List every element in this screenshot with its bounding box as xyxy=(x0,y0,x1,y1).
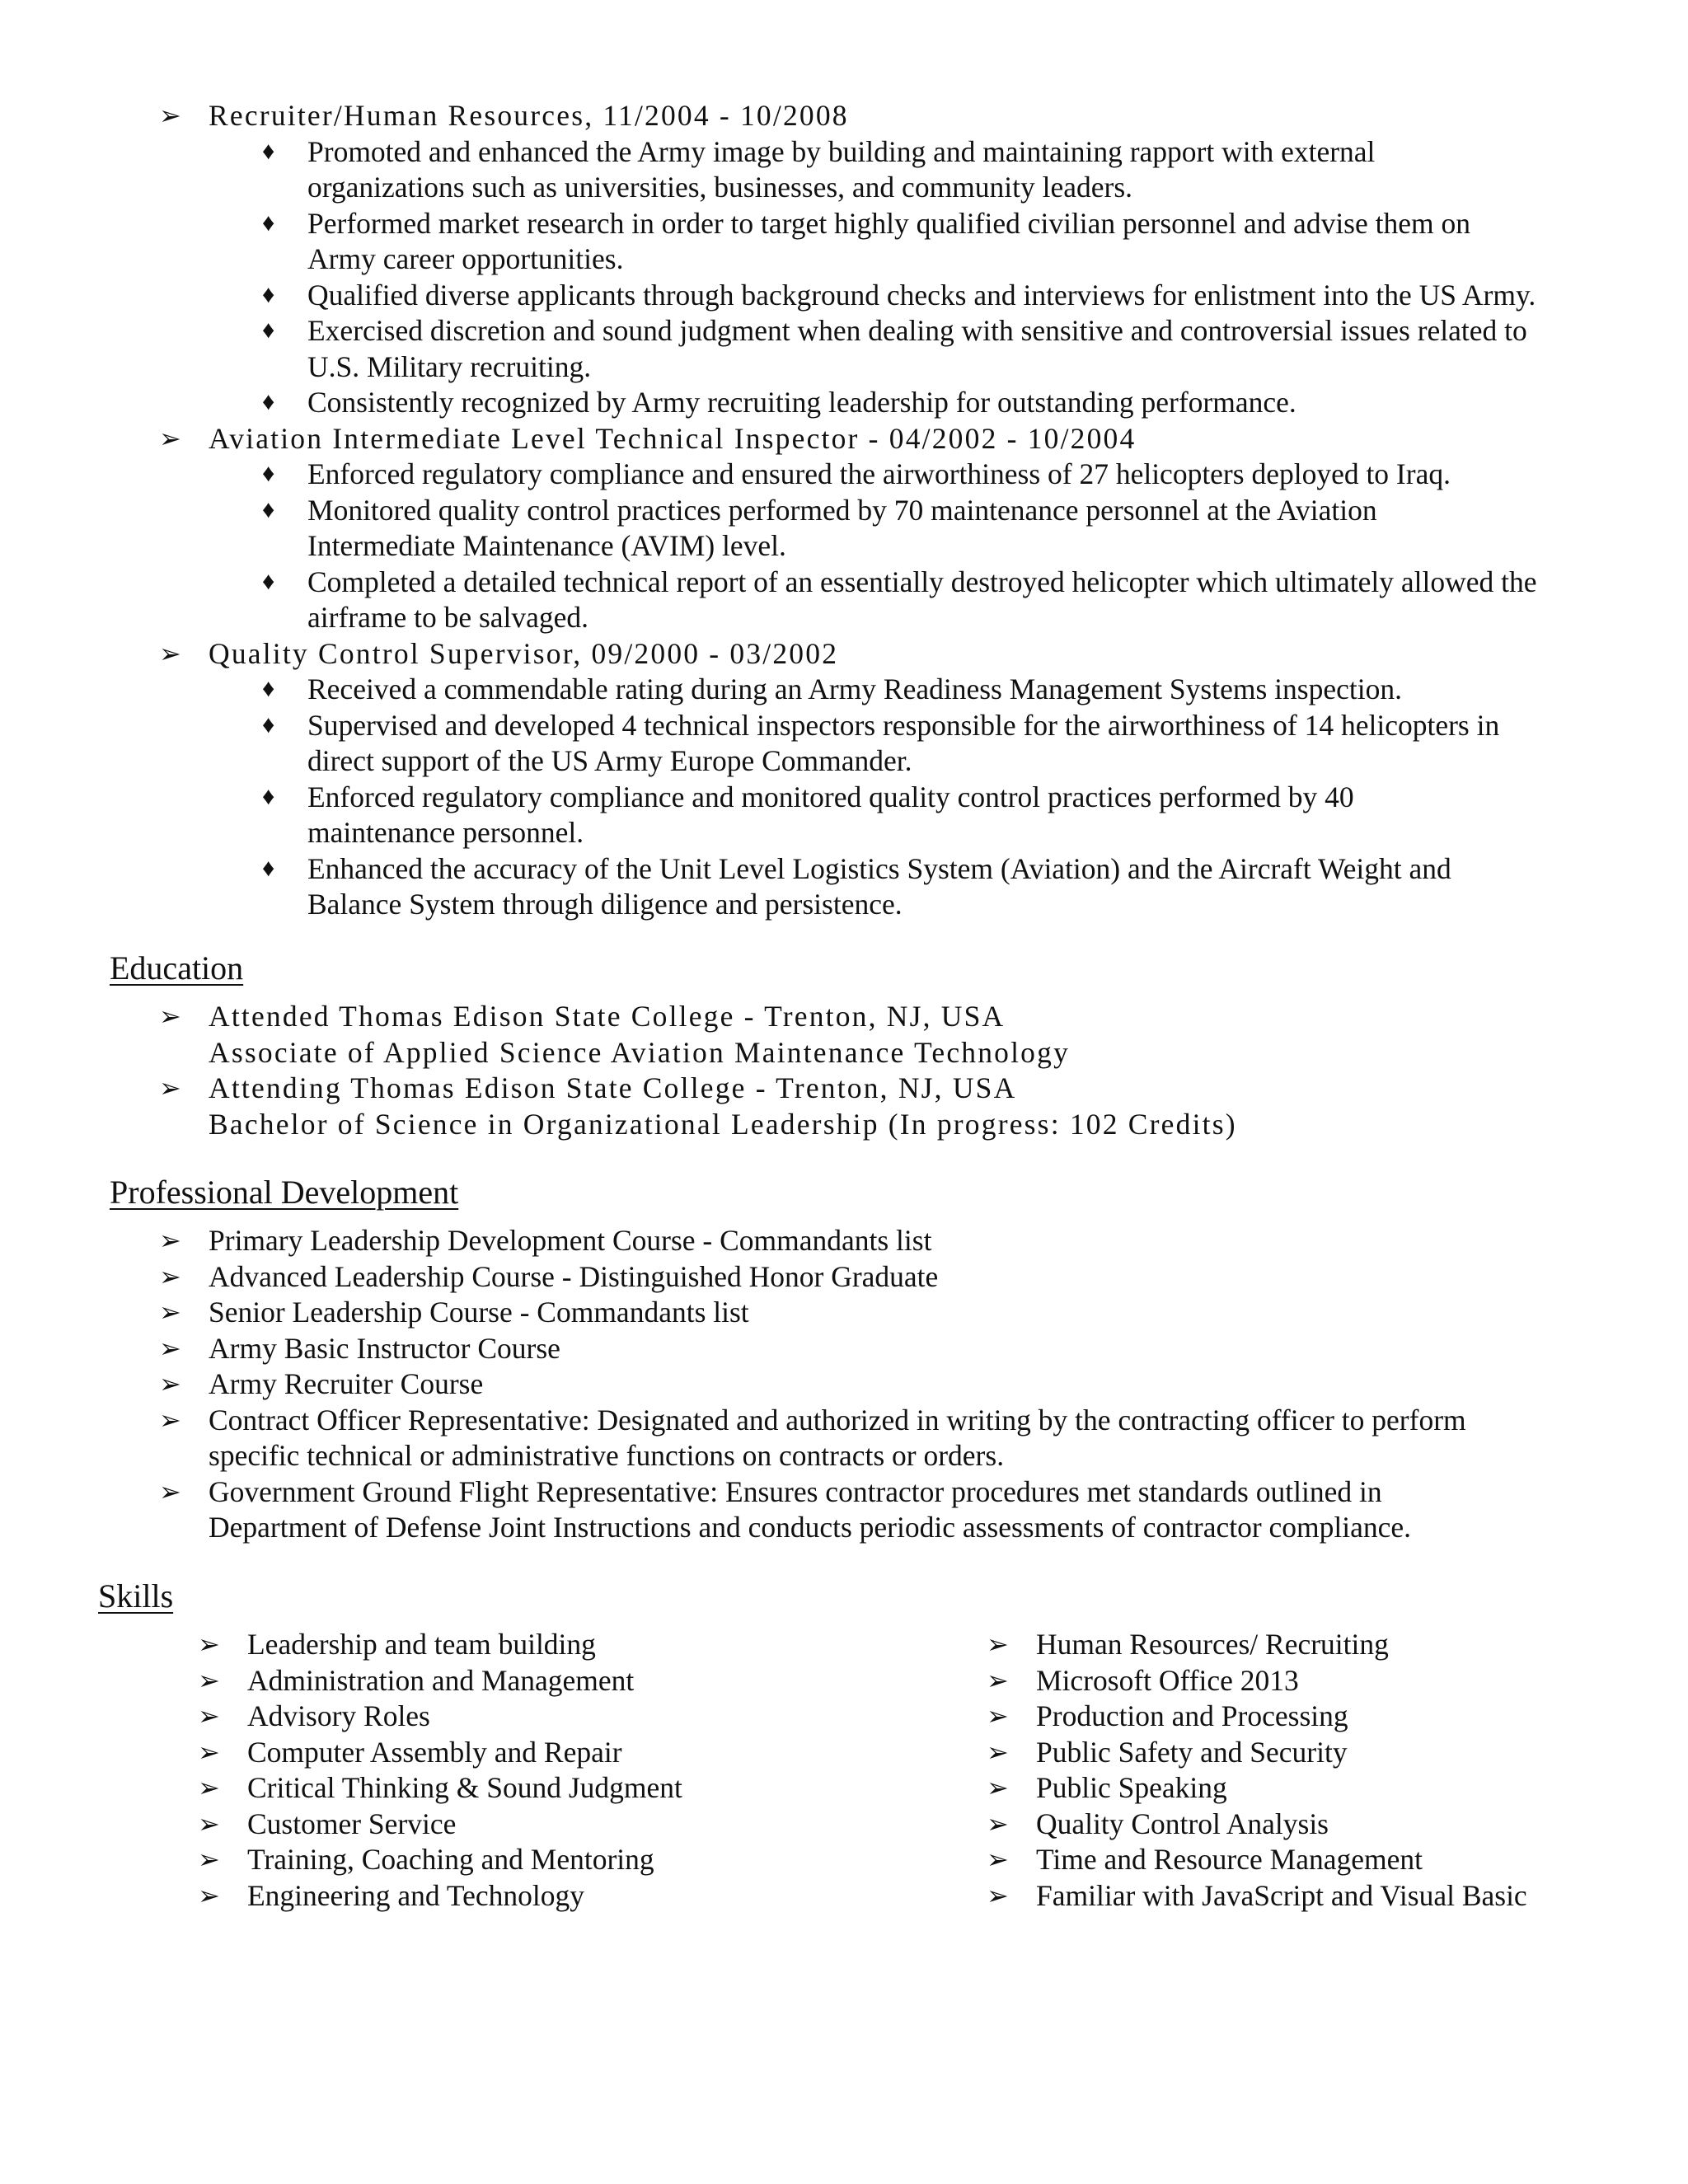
job-bullet xyxy=(0,241,1688,278)
arrow-bullet-icon: ➢ xyxy=(159,1404,181,1435)
arrow-bullet-icon: ➢ xyxy=(198,1808,220,1839)
arrow-bullet-icon: ➢ xyxy=(987,1736,1009,1767)
job-title-text: Recruiter/Human Resources, 11/2004 - 10/2008 xyxy=(209,99,849,132)
diamond-bullet-icon: ♦ xyxy=(262,675,275,702)
arrow-bullet-icon: ➢ xyxy=(159,1369,181,1399)
skill-item xyxy=(987,1807,1527,1843)
course-item xyxy=(0,1403,1688,1439)
arrow-bullet-icon: ➢ xyxy=(159,101,181,130)
job-bullet xyxy=(0,313,1688,349)
skills-right-column xyxy=(987,1627,1527,1914)
education-item-detail xyxy=(0,1035,1688,1071)
job-bullet xyxy=(0,528,1688,565)
diamond-bullet-icon: ♦ xyxy=(262,316,275,344)
education-item-text: Attended Thomas Edison State College - Trenton, NJ, USA xyxy=(209,1000,1006,1033)
skill-item-text: Training, Coaching and Mentoring xyxy=(247,1843,654,1876)
skill-item-text: Critical Thinking & Sound Judgment xyxy=(247,1771,682,1804)
diamond-bullet-icon: ♦ xyxy=(262,567,275,595)
skills-left-column xyxy=(198,1627,682,1914)
job-bullet-text: Promoted and enhanced the Army image by building and maintaining rapport with external xyxy=(307,134,1376,168)
course-item-text: Contract Officer Representative: Designated and authorized in writing by the contracting officer to perform xyxy=(209,1403,1466,1436)
job-title xyxy=(0,636,1688,673)
skill-item-text: Human Resources/ Recruiting xyxy=(1036,1628,1389,1661)
education-item xyxy=(0,1071,1688,1107)
skill-item xyxy=(198,1627,682,1663)
job-bullet xyxy=(0,743,1688,780)
job-bullet xyxy=(0,851,1688,888)
job-bullet-text: U.S. Military recruiting. xyxy=(307,349,592,383)
skill-item xyxy=(198,1842,682,1878)
skill-item xyxy=(987,1770,1527,1807)
skill-item-text: Time and Resource Management xyxy=(1036,1843,1423,1876)
job-bullet xyxy=(0,780,1688,816)
arrow-bullet-icon: ➢ xyxy=(987,1808,1009,1839)
arrow-bullet-icon: ➢ xyxy=(198,1629,220,1659)
course-item-text: Government Ground Flight Representative: Ensures contractor procedures met standards outlined in xyxy=(209,1474,1382,1508)
diamond-bullet-icon: ♦ xyxy=(262,137,275,165)
job-title xyxy=(0,421,1688,457)
skill-item-text: Production and Processing xyxy=(1036,1699,1348,1732)
job-bullet-text: Army career opportunities. xyxy=(307,242,624,275)
diamond-bullet-icon: ♦ xyxy=(262,854,275,882)
skill-item-text: Administration and Management xyxy=(247,1663,635,1697)
job-bullet xyxy=(0,349,1688,386)
job-bullet xyxy=(0,565,1688,601)
education-item-text: Attending Thomas Edison State College - Trenton, NJ, USA xyxy=(209,1071,1017,1104)
job-bullet xyxy=(0,887,1688,923)
arrow-bullet-icon: ➢ xyxy=(159,1297,181,1327)
job-bullet-text: Supervised and developed 4 technical inspectors responsible for the airworthiness of 14 helicopters in xyxy=(307,708,1500,742)
skill-item xyxy=(198,1663,682,1699)
course-item-text: Army Recruiter Course xyxy=(209,1367,484,1400)
job-bullet xyxy=(0,457,1688,493)
skill-item-text: Engineering and Technology xyxy=(247,1878,584,1912)
arrow-bullet-icon: ➢ xyxy=(198,1665,220,1695)
course-item xyxy=(0,1474,1688,1511)
job-bullet-text: Intermediate Maintenance (AVIM) level. xyxy=(307,529,786,562)
arrow-bullet-icon: ➢ xyxy=(159,1226,181,1255)
skill-item xyxy=(987,1735,1527,1771)
skill-item xyxy=(987,1842,1527,1878)
job-bullet-text: Enforced regulatory compliance and monitored quality control practices performed by 40 xyxy=(307,780,1354,813)
skill-item xyxy=(198,1770,682,1807)
arrow-bullet-icon: ➢ xyxy=(987,1629,1009,1659)
course-item xyxy=(0,1331,1688,1367)
skill-item-text: Public Safety and Security xyxy=(1036,1735,1348,1769)
job-bullet-text: Balance System through diligence and persistence. xyxy=(307,888,903,921)
professional-development-heading: Professional Development xyxy=(110,1174,459,1211)
course-item-text: Army Basic Instructor Course xyxy=(209,1331,560,1365)
skill-item-text: Familiar with JavaScript and Visual Basic xyxy=(1036,1878,1527,1912)
arrow-bullet-icon: ➢ xyxy=(159,1001,181,1031)
skill-item-text: Leadership and team building xyxy=(247,1628,596,1661)
job-bullet xyxy=(0,134,1688,171)
job-bullet xyxy=(0,493,1688,529)
arrow-bullet-icon: ➢ xyxy=(987,1880,1009,1910)
job-bullet xyxy=(0,672,1688,708)
skill-item xyxy=(198,1699,682,1735)
arrow-bullet-icon: ➢ xyxy=(987,1665,1009,1695)
skill-item xyxy=(198,1807,682,1843)
job-bullet-text: Exercised discretion and sound judgment when dealing with sensitive and controversial issues related to xyxy=(307,314,1527,347)
education-item-detail xyxy=(0,1107,1688,1143)
skill-item xyxy=(987,1663,1527,1699)
arrow-bullet-icon: ➢ xyxy=(198,1736,220,1767)
arrow-bullet-icon: ➢ xyxy=(198,1844,220,1874)
course-item-text: Primary Leadership Development Course - Commandants list xyxy=(209,1224,932,1257)
job-bullet xyxy=(0,206,1688,242)
course-item-continued xyxy=(0,1510,1688,1546)
job-bullet xyxy=(0,170,1688,206)
job-bullet xyxy=(0,708,1688,744)
course-item xyxy=(0,1259,1688,1296)
experience-section xyxy=(0,98,1688,923)
course-item-text: Advanced Leadership Course - Distinguished Honor Graduate xyxy=(209,1259,939,1293)
skill-item-text: Customer Service xyxy=(247,1807,457,1840)
diamond-bullet-icon: ♦ xyxy=(262,460,275,487)
job-bullet xyxy=(0,278,1688,314)
course-item xyxy=(0,1223,1688,1259)
course-item-continued-text: specific technical or administrative functions on contracts or orders. xyxy=(209,1439,1005,1472)
arrow-bullet-icon: ➢ xyxy=(159,423,181,453)
job-bullet-text: Received a commendable rating during an Army Readiness Management Systems inspection. xyxy=(307,673,1402,705)
job-bullet-text: Monitored quality control practices performed by 70 maintenance personnel at the Aviation xyxy=(307,493,1377,527)
job-bullet-text: Performed market research in order to target highly qualified civilian personnel and advise them on xyxy=(307,206,1470,240)
diamond-bullet-icon: ♦ xyxy=(262,782,275,810)
arrow-bullet-icon: ➢ xyxy=(198,1880,220,1910)
skill-item xyxy=(987,1878,1527,1915)
job-title xyxy=(0,98,1688,134)
skill-item xyxy=(987,1627,1527,1663)
education-item-detail-text: Bachelor of Science in Organizational Leadership (In progress: 102 Credits) xyxy=(209,1107,1237,1141)
job-bullet-text: Completed a detailed technical report of an essentially destroyed helicopter which ultimately allowed the xyxy=(307,565,1537,598)
skill-item xyxy=(987,1699,1527,1735)
job-title-text: Quality Control Supervisor, 09/2000 - 03/2002 xyxy=(209,636,839,670)
job-bullet-text: direct support of the US Army Europe Commander. xyxy=(307,744,912,777)
job-title-text: Aviation Intermediate Level Technical Inspector - 04/2002 - 10/2004 xyxy=(209,421,1137,455)
arrow-bullet-icon: ➢ xyxy=(159,1476,181,1507)
job-bullet-text: airframe to be salvaged. xyxy=(307,601,589,634)
diamond-bullet-icon: ♦ xyxy=(262,495,275,523)
diamond-bullet-icon: ♦ xyxy=(262,280,275,308)
diamond-bullet-icon: ♦ xyxy=(262,209,275,237)
course-item xyxy=(0,1366,1688,1403)
professional-development-list xyxy=(0,1223,1688,1546)
arrow-bullet-icon: ➢ xyxy=(987,1844,1009,1874)
education-list xyxy=(0,999,1688,1142)
job-bullet xyxy=(0,385,1688,421)
job-bullet-text: Enforced regulatory compliance and ensured the airworthiness of 27 helicopters deployed to Iraq. xyxy=(307,457,1451,490)
skill-item-text: Public Speaking xyxy=(1036,1771,1227,1804)
education-item xyxy=(0,999,1688,1035)
arrow-bullet-icon: ➢ xyxy=(159,638,181,668)
arrow-bullet-icon: ➢ xyxy=(159,1073,181,1103)
diamond-bullet-icon: ♦ xyxy=(262,710,275,738)
education-heading: Education xyxy=(110,949,244,987)
arrow-bullet-icon: ➢ xyxy=(159,1261,181,1291)
job-bullet-text: organizations such as universities, businesses, and community leaders. xyxy=(307,171,1133,204)
job-bullet-text: maintenance personnel. xyxy=(307,816,584,849)
arrow-bullet-icon: ➢ xyxy=(198,1701,220,1731)
diamond-bullet-icon: ♦ xyxy=(262,388,275,415)
job-bullet-text: Consistently recognized by Army recruiting leadership for outstanding performance. xyxy=(307,386,1296,419)
skill-item-text: Quality Control Analysis xyxy=(1036,1807,1329,1840)
course-item-continued xyxy=(0,1438,1688,1474)
skill-item-text: Advisory Roles xyxy=(247,1699,430,1732)
job-bullet-text: Enhanced the accuracy of the Unit Level Logistics System (Aviation) and the Aircraft Weight and xyxy=(307,851,1451,885)
job-bullet-text: Qualified diverse applicants through background checks and interviews for enlistment into the US Army. xyxy=(307,278,1536,312)
job-bullet xyxy=(0,600,1688,636)
arrow-bullet-icon: ➢ xyxy=(987,1773,1009,1802)
skill-item xyxy=(198,1735,682,1771)
course-item-text: Senior Leadership Course - Commandants list xyxy=(209,1296,749,1329)
education-item-detail-text: Associate of Applied Science Aviation Maintenance Technology xyxy=(209,1035,1071,1069)
skills-heading: Skills xyxy=(98,1577,174,1615)
arrow-bullet-icon: ➢ xyxy=(987,1701,1009,1731)
course-item xyxy=(0,1295,1688,1331)
arrow-bullet-icon: ➢ xyxy=(198,1773,220,1802)
skill-item-text: Microsoft Office 2013 xyxy=(1036,1663,1299,1697)
job-bullet xyxy=(0,815,1688,851)
skill-item-text: Computer Assembly and Repair xyxy=(247,1735,622,1769)
course-item-continued-text: Department of Defense Joint Instructions and conducts periodic assessments of contractor compliance. xyxy=(209,1511,1412,1544)
skill-item xyxy=(198,1878,682,1915)
arrow-bullet-icon: ➢ xyxy=(159,1333,181,1363)
